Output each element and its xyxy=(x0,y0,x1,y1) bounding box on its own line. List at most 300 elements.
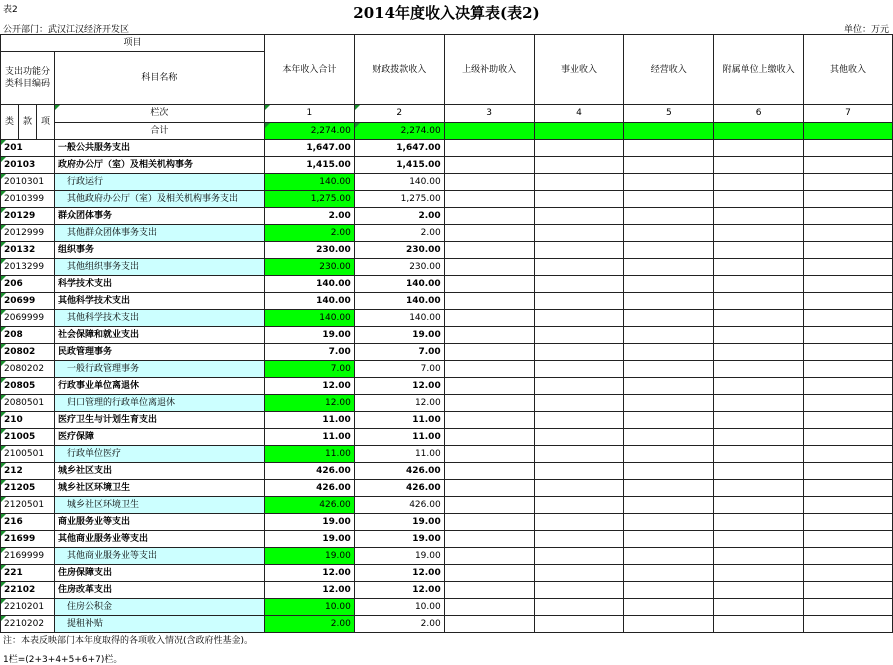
row-empty xyxy=(624,344,714,361)
row-empty xyxy=(624,412,714,429)
row-empty xyxy=(624,242,714,259)
row-fiscal: 19.00 xyxy=(354,514,444,531)
row-empty xyxy=(624,140,714,157)
row-code: 20129 xyxy=(1,208,55,225)
table-row xyxy=(1,344,893,361)
total-cell xyxy=(534,122,624,140)
table-row xyxy=(1,157,893,174)
row-name: 群众团体事务 xyxy=(54,208,264,225)
row-empty xyxy=(444,463,534,480)
row-fiscal: 1,647.00 xyxy=(354,140,444,157)
row-code: 208 xyxy=(1,327,55,344)
row-empty xyxy=(534,446,624,463)
row-empty xyxy=(444,378,534,395)
total-cell xyxy=(624,122,714,140)
table-row xyxy=(1,429,893,446)
col-number: 1 xyxy=(264,105,354,123)
row-empty xyxy=(714,191,804,208)
table-row xyxy=(1,497,893,514)
table-row xyxy=(1,599,893,616)
row-code: 2210202 xyxy=(1,616,55,633)
row-empty xyxy=(534,208,624,225)
row-fiscal: 12.00 xyxy=(354,395,444,412)
row-code: 20132 xyxy=(1,242,55,259)
row-empty xyxy=(714,344,804,361)
row-empty xyxy=(714,293,804,310)
table-row xyxy=(1,225,893,242)
row-empty xyxy=(444,548,534,565)
row-name: 其他商业服务业等支出 xyxy=(54,548,264,565)
row-total: 7.00 xyxy=(264,344,354,361)
table-row xyxy=(1,395,893,412)
row-empty xyxy=(624,225,714,242)
row-empty xyxy=(534,225,624,242)
row-code: 2210201 xyxy=(1,599,55,616)
row-empty xyxy=(534,463,624,480)
row-empty xyxy=(714,565,804,582)
row-empty xyxy=(714,361,804,378)
row-empty xyxy=(444,412,534,429)
row-total: 426.00 xyxy=(264,497,354,514)
table-row xyxy=(1,174,893,191)
row-code: 2080202 xyxy=(1,361,55,378)
unit-label: 单位：万元 xyxy=(843,25,889,35)
row-empty xyxy=(714,531,804,548)
row-empty xyxy=(534,174,624,191)
row-fiscal: 12.00 xyxy=(354,378,444,395)
row-empty xyxy=(534,378,624,395)
row-empty xyxy=(804,548,893,565)
row-total: 230.00 xyxy=(264,259,354,276)
row-name: 社会保障和就业支出 xyxy=(54,327,264,344)
row-fiscal: 140.00 xyxy=(354,276,444,293)
row-code: 20805 xyxy=(1,378,55,395)
row-fiscal: 12.00 xyxy=(354,565,444,582)
row-total: 426.00 xyxy=(264,463,354,480)
table-row xyxy=(1,310,893,327)
row-empty xyxy=(804,599,893,616)
table-row xyxy=(1,616,893,633)
row-empty xyxy=(534,259,624,276)
row-total: 1,415.00 xyxy=(264,157,354,174)
row-name: 一般行政管理事务 xyxy=(54,361,264,378)
row-fiscal: 19.00 xyxy=(354,327,444,344)
row-empty xyxy=(804,582,893,599)
col-header: 本年收入合计 xyxy=(264,35,354,105)
row-name: 住房公积金 xyxy=(54,599,264,616)
row-total: 11.00 xyxy=(264,446,354,463)
row-code: 20699 xyxy=(1,293,55,310)
row-empty xyxy=(444,616,534,633)
row-name: 科学技术支出 xyxy=(54,276,264,293)
row-empty xyxy=(624,293,714,310)
row-fiscal: 2.00 xyxy=(354,616,444,633)
header-code: 支出功能分类科目编码 xyxy=(1,52,55,105)
row-empty xyxy=(444,514,534,531)
row-name: 医疗保障 xyxy=(54,429,264,446)
row-empty xyxy=(624,514,714,531)
row-empty xyxy=(624,276,714,293)
row-empty xyxy=(624,361,714,378)
row-empty xyxy=(444,191,534,208)
row-fiscal: 10.00 xyxy=(354,599,444,616)
row-code: 221 xyxy=(1,565,55,582)
row-fiscal: 11.00 xyxy=(354,429,444,446)
row-name: 其他科学技术支出 xyxy=(54,310,264,327)
col-header: 经营收入 xyxy=(624,35,714,105)
row-empty xyxy=(534,616,624,633)
row-name: 医疗卫生与计划生育支出 xyxy=(54,412,264,429)
row-empty xyxy=(444,429,534,446)
row-empty xyxy=(804,361,893,378)
row-empty xyxy=(804,191,893,208)
row-total: 19.00 xyxy=(264,327,354,344)
note-line: 1栏=(2+3+4+5+6+7)栏。 xyxy=(3,655,123,665)
row-empty xyxy=(534,395,624,412)
row-empty xyxy=(534,429,624,446)
row-code: 20802 xyxy=(1,344,55,361)
row-name: 行政事业单位离退休 xyxy=(54,378,264,395)
header-lanci: 栏次 xyxy=(54,105,264,123)
table-row xyxy=(1,531,893,548)
col-number: 3 xyxy=(444,105,534,123)
row-empty xyxy=(534,191,624,208)
row-empty xyxy=(714,463,804,480)
row-empty xyxy=(444,565,534,582)
col-number: 6 xyxy=(714,105,804,123)
row-total: 12.00 xyxy=(264,378,354,395)
table-row xyxy=(1,276,893,293)
row-empty xyxy=(444,497,534,514)
header-lei: 类 xyxy=(1,105,19,140)
row-empty xyxy=(444,242,534,259)
row-empty xyxy=(624,208,714,225)
col-number: 7 xyxy=(804,105,893,123)
col-header: 其他收入 xyxy=(804,35,893,105)
row-empty xyxy=(804,140,893,157)
row-empty xyxy=(804,565,893,582)
row-empty xyxy=(534,293,624,310)
table-row xyxy=(1,412,893,429)
row-name: 城乡社区环境卫生 xyxy=(54,480,264,497)
row-fiscal: 140.00 xyxy=(354,293,444,310)
row-empty xyxy=(444,174,534,191)
row-fiscal: 426.00 xyxy=(354,480,444,497)
total-c2: 2,274.00 xyxy=(354,122,444,140)
row-name: 其他群众团体事务支出 xyxy=(54,225,264,242)
row-fiscal: 230.00 xyxy=(354,259,444,276)
row-empty xyxy=(444,327,534,344)
row-empty xyxy=(624,599,714,616)
row-empty xyxy=(534,157,624,174)
row-empty xyxy=(444,361,534,378)
row-code: 20103 xyxy=(1,157,55,174)
row-fiscal: 2.00 xyxy=(354,208,444,225)
row-empty xyxy=(714,140,804,157)
row-empty xyxy=(714,599,804,616)
table-row xyxy=(1,327,893,344)
row-code: 212 xyxy=(1,463,55,480)
row-empty xyxy=(534,412,624,429)
table-row xyxy=(1,548,893,565)
total-c1: 2,274.00 xyxy=(264,122,354,140)
row-name: 住房保障支出 xyxy=(54,565,264,582)
table-tag: 表2 xyxy=(3,5,18,15)
row-empty xyxy=(804,531,893,548)
row-empty xyxy=(444,208,534,225)
row-empty xyxy=(444,157,534,174)
col-header: 财政拨款收入 xyxy=(354,35,444,105)
row-empty xyxy=(714,276,804,293)
row-total: 1,275.00 xyxy=(264,191,354,208)
row-empty xyxy=(444,344,534,361)
table-row xyxy=(1,514,893,531)
table-row xyxy=(1,140,893,157)
row-empty xyxy=(714,378,804,395)
row-empty xyxy=(714,310,804,327)
row-empty xyxy=(444,599,534,616)
row-empty xyxy=(444,276,534,293)
row-empty xyxy=(804,395,893,412)
row-total: 140.00 xyxy=(264,310,354,327)
row-empty xyxy=(624,480,714,497)
row-total: 19.00 xyxy=(264,548,354,565)
row-empty xyxy=(534,582,624,599)
row-total: 12.00 xyxy=(264,395,354,412)
row-fiscal: 1,415.00 xyxy=(354,157,444,174)
row-empty xyxy=(714,157,804,174)
row-name: 行政单位医疗 xyxy=(54,446,264,463)
col-header: 上级补助收入 xyxy=(444,35,534,105)
row-fiscal: 140.00 xyxy=(354,310,444,327)
row-empty xyxy=(624,463,714,480)
row-empty xyxy=(804,157,893,174)
row-code: 2169999 xyxy=(1,548,55,565)
row-empty xyxy=(714,582,804,599)
row-empty xyxy=(804,344,893,361)
row-empty xyxy=(624,497,714,514)
row-empty xyxy=(444,480,534,497)
row-empty xyxy=(714,412,804,429)
row-empty xyxy=(534,565,624,582)
row-name: 提租补贴 xyxy=(54,616,264,633)
row-empty xyxy=(624,565,714,582)
row-fiscal: 230.00 xyxy=(354,242,444,259)
row-empty xyxy=(624,378,714,395)
col-header: 事业收入 xyxy=(534,35,624,105)
row-empty xyxy=(624,616,714,633)
row-fiscal: 19.00 xyxy=(354,531,444,548)
row-fiscal: 7.00 xyxy=(354,361,444,378)
row-empty xyxy=(714,242,804,259)
row-code: 2120501 xyxy=(1,497,55,514)
row-empty xyxy=(444,582,534,599)
row-empty xyxy=(714,259,804,276)
header-xiang: 项 xyxy=(36,105,54,140)
row-name: 其他商业服务业等支出 xyxy=(54,531,264,548)
row-name: 行政运行 xyxy=(54,174,264,191)
row-total: 11.00 xyxy=(264,412,354,429)
row-empty xyxy=(804,616,893,633)
table-row xyxy=(1,361,893,378)
row-code: 21005 xyxy=(1,429,55,446)
row-code: 210 xyxy=(1,412,55,429)
row-name: 组织事务 xyxy=(54,242,264,259)
row-total: 11.00 xyxy=(264,429,354,446)
row-total: 1,647.00 xyxy=(264,140,354,157)
row-total: 12.00 xyxy=(264,565,354,582)
row-empty xyxy=(714,497,804,514)
row-fiscal: 11.00 xyxy=(354,446,444,463)
row-empty xyxy=(624,174,714,191)
row-empty xyxy=(804,429,893,446)
table-row xyxy=(1,242,893,259)
row-empty xyxy=(534,480,624,497)
row-code: 2100501 xyxy=(1,446,55,463)
row-total: 2.00 xyxy=(264,616,354,633)
row-empty xyxy=(534,140,624,157)
table-row xyxy=(1,208,893,225)
row-name: 政府办公厅（室）及相关机构事务 xyxy=(54,157,264,174)
row-empty xyxy=(804,412,893,429)
row-total: 19.00 xyxy=(264,531,354,548)
row-name: 城乡社区环境卫生 xyxy=(54,497,264,514)
table-body xyxy=(1,140,893,633)
table-row xyxy=(1,565,893,582)
row-empty xyxy=(804,514,893,531)
row-empty xyxy=(804,242,893,259)
row-empty xyxy=(624,259,714,276)
row-empty xyxy=(804,327,893,344)
row-total: 140.00 xyxy=(264,276,354,293)
row-empty xyxy=(714,208,804,225)
row-empty xyxy=(444,259,534,276)
row-empty xyxy=(804,463,893,480)
row-name: 其他政府办公厅（室）及相关机构事务支出 xyxy=(54,191,264,208)
row-empty xyxy=(804,276,893,293)
row-empty xyxy=(534,514,624,531)
total-cell xyxy=(804,122,893,140)
row-empty xyxy=(714,225,804,242)
row-name: 其他科学技术支出 xyxy=(54,293,264,310)
row-total: 140.00 xyxy=(264,293,354,310)
row-empty xyxy=(534,599,624,616)
header-item: 项目 xyxy=(1,35,265,52)
row-empty xyxy=(804,225,893,242)
row-code: 2010301 xyxy=(1,174,55,191)
row-empty xyxy=(624,157,714,174)
table-row xyxy=(1,293,893,310)
row-total: 10.00 xyxy=(264,599,354,616)
row-name: 其他组织事务支出 xyxy=(54,259,264,276)
department-label: 公开部门：武汉江汉经济开发区 xyxy=(3,25,130,35)
row-code: 21699 xyxy=(1,531,55,548)
table-row xyxy=(1,191,893,208)
row-total: 12.00 xyxy=(264,582,354,599)
row-name: 民政管理事务 xyxy=(54,344,264,361)
col-header: 附属单位上缴收入 xyxy=(714,35,804,105)
row-empty xyxy=(624,531,714,548)
row-empty xyxy=(804,293,893,310)
income-table xyxy=(0,34,893,633)
header-kuan: 款 xyxy=(18,105,36,140)
row-code: 206 xyxy=(1,276,55,293)
total-cell xyxy=(444,122,534,140)
row-empty xyxy=(624,191,714,208)
row-empty xyxy=(804,378,893,395)
row-total: 19.00 xyxy=(264,514,354,531)
row-empty xyxy=(804,259,893,276)
row-code: 2010399 xyxy=(1,191,55,208)
table-row xyxy=(1,259,893,276)
row-empty xyxy=(714,327,804,344)
row-empty xyxy=(534,531,624,548)
row-empty xyxy=(624,310,714,327)
row-fiscal: 2.00 xyxy=(354,225,444,242)
row-code: 2012999 xyxy=(1,225,55,242)
table-row xyxy=(1,446,893,463)
row-code: 2069999 xyxy=(1,310,55,327)
row-fiscal: 426.00 xyxy=(354,497,444,514)
row-code: 2080501 xyxy=(1,395,55,412)
row-empty xyxy=(534,242,624,259)
col-number: 2 xyxy=(354,105,444,123)
col-number: 5 xyxy=(624,105,714,123)
page-title: 2014年度收入决算表(表2) xyxy=(353,4,540,22)
row-fiscal: 1,275.00 xyxy=(354,191,444,208)
table-row xyxy=(1,480,893,497)
row-empty xyxy=(714,480,804,497)
row-total: 2.00 xyxy=(264,225,354,242)
row-empty xyxy=(714,174,804,191)
row-total: 230.00 xyxy=(264,242,354,259)
row-empty xyxy=(624,395,714,412)
row-total: 426.00 xyxy=(264,480,354,497)
row-fiscal: 11.00 xyxy=(354,412,444,429)
row-empty xyxy=(714,514,804,531)
row-empty xyxy=(804,480,893,497)
row-empty xyxy=(444,225,534,242)
row-empty xyxy=(534,310,624,327)
row-name: 一般公共服务支出 xyxy=(54,140,264,157)
row-empty xyxy=(534,548,624,565)
row-code: 21205 xyxy=(1,480,55,497)
col-number: 4 xyxy=(534,105,624,123)
row-empty xyxy=(624,446,714,463)
row-empty xyxy=(804,174,893,191)
header-name: 科目名称 xyxy=(54,52,264,105)
row-empty xyxy=(804,446,893,463)
table-row xyxy=(1,463,893,480)
row-empty xyxy=(714,446,804,463)
row-code: 201 xyxy=(1,140,55,157)
row-empty xyxy=(444,531,534,548)
row-name: 归口管理的行政单位离退休 xyxy=(54,395,264,412)
row-empty xyxy=(534,327,624,344)
row-empty xyxy=(804,310,893,327)
row-empty xyxy=(534,276,624,293)
row-empty xyxy=(444,310,534,327)
row-empty xyxy=(534,361,624,378)
row-empty xyxy=(444,293,534,310)
row-empty xyxy=(444,395,534,412)
row-empty xyxy=(624,582,714,599)
row-empty xyxy=(714,429,804,446)
row-empty xyxy=(444,446,534,463)
note-line: 注：本表反映部门本年度取得的各项收入情况(含政府性基金)。 xyxy=(3,636,254,646)
row-empty xyxy=(714,548,804,565)
row-fiscal: 426.00 xyxy=(354,463,444,480)
